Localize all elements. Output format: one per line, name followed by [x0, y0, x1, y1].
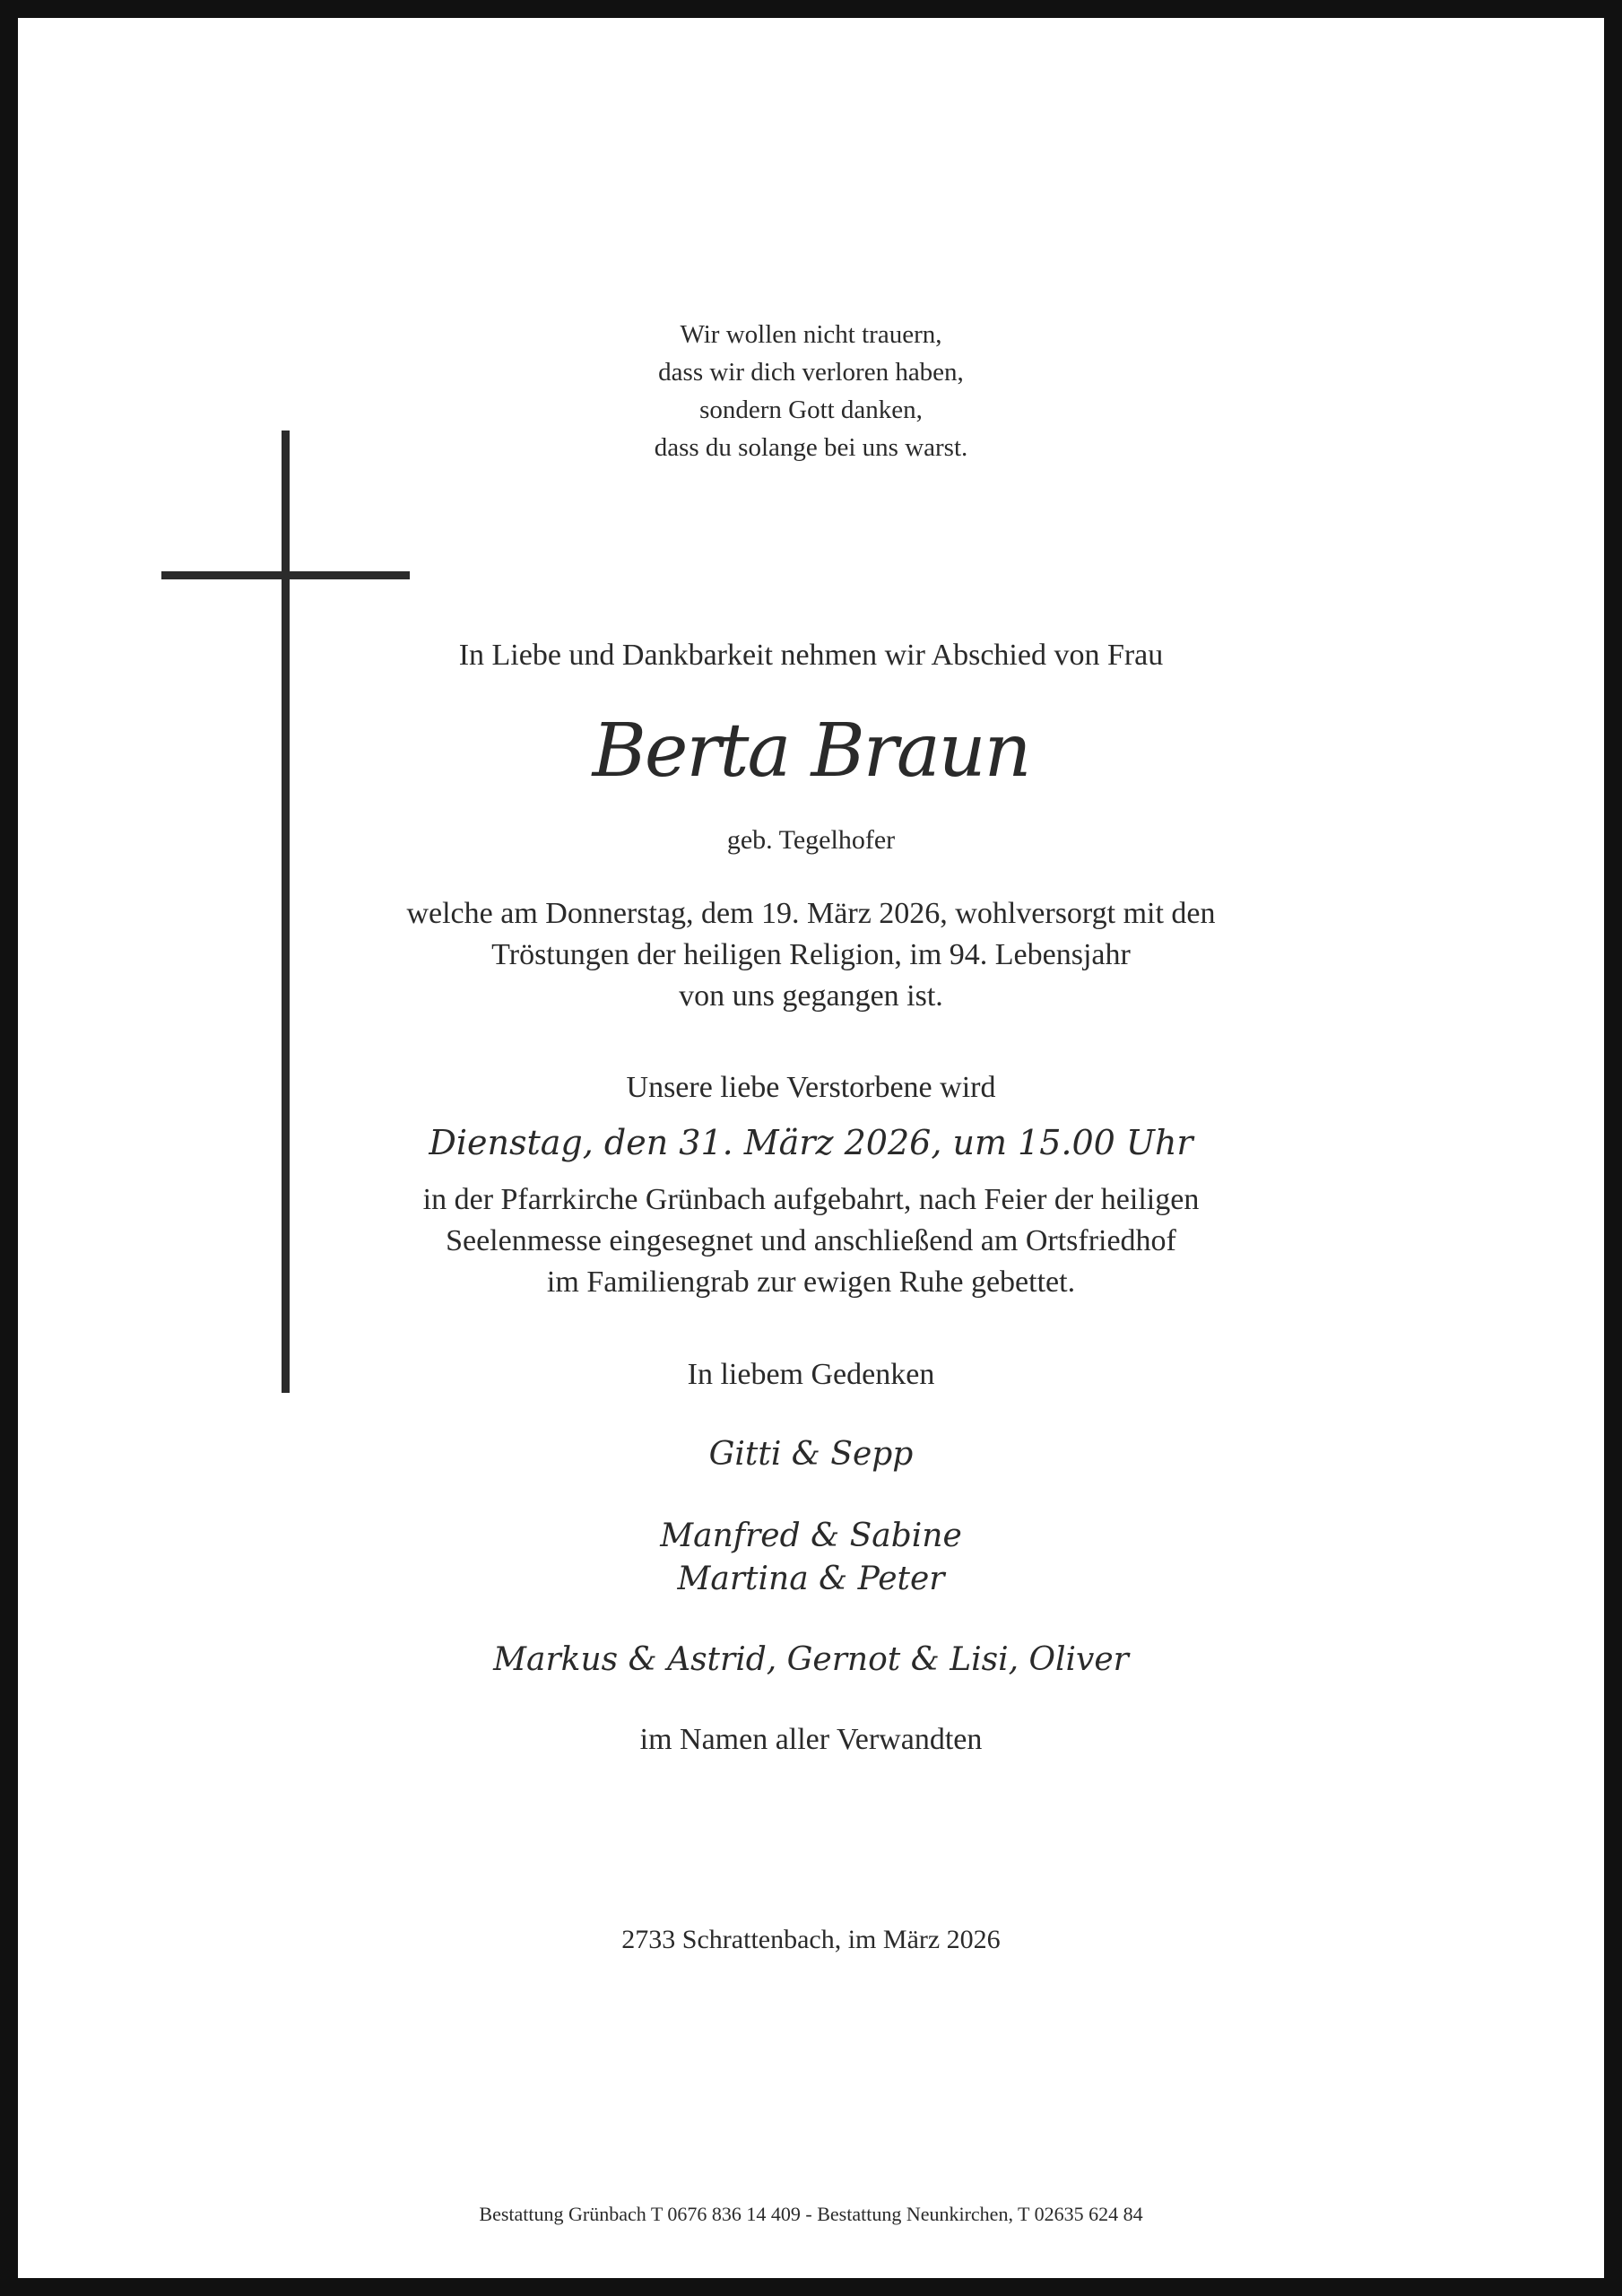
mourners-group: Martina & Peter	[677, 1561, 945, 1597]
death-text-line: von uns gegangen ist.	[679, 979, 943, 1013]
footer-contact: Bestattung Grünbach T 0676 836 14 409 - Bestattung Neunkirchen, T 02635 624 84	[479, 2203, 1143, 2225]
funeral-intro: Unsere liebe Verstorbene wird	[626, 1071, 996, 1104]
relatives-text: im Namen aller Verwandten	[639, 1723, 983, 1756]
poem-line: dass wir dich verloren haben,	[658, 358, 964, 387]
remembrance-text: In liebem Gedenken	[687, 1358, 935, 1391]
poem-line: sondern Gott danken,	[699, 396, 923, 424]
mourners-group: Markus & Astrid, Gernot & Lisi, Oliver	[493, 1641, 1129, 1678]
death-text-line: welche am Donnerstag, dem 19. März 2026, wohlversorgt mit den	[406, 897, 1216, 930]
funeral-date: Dienstag, den 31. März 2026, um 15.00 Uhr	[429, 1123, 1193, 1162]
funeral-text-line: im Familiengrab zur ewigen Ruhe gebettet.	[546, 1265, 1076, 1299]
deceased-name: Berta Braun	[592, 709, 1030, 794]
death-text-line: Tröstungen der heiligen Religion, im 94. Lebensjahr	[491, 938, 1131, 971]
birth-name: geb. Tegelhofer	[726, 825, 896, 855]
place-date: 2733 Schrattenbach, im März 2026	[621, 1925, 1001, 1954]
poem-line: Wir wollen nicht trauern,	[680, 320, 942, 349]
mourners-group: Manfred & Sabine	[660, 1518, 962, 1554]
intro-text: In Liebe und Dankbarkeit nehmen wir Abschied von Frau	[458, 639, 1164, 672]
cross-icon-bar	[161, 571, 410, 579]
funeral-text-line: in der Pfarrkirche Grünbach aufgebahrt, nach Feier der heiligen	[422, 1183, 1200, 1216]
poem-line: dass du solange bei uns warst.	[654, 433, 968, 462]
funeral-text-line: Seelenmesse eingesegnet und anschließend am Ortsfriedhof	[446, 1224, 1176, 1257]
mourners-group: Gitti & Sepp	[708, 1436, 914, 1473]
